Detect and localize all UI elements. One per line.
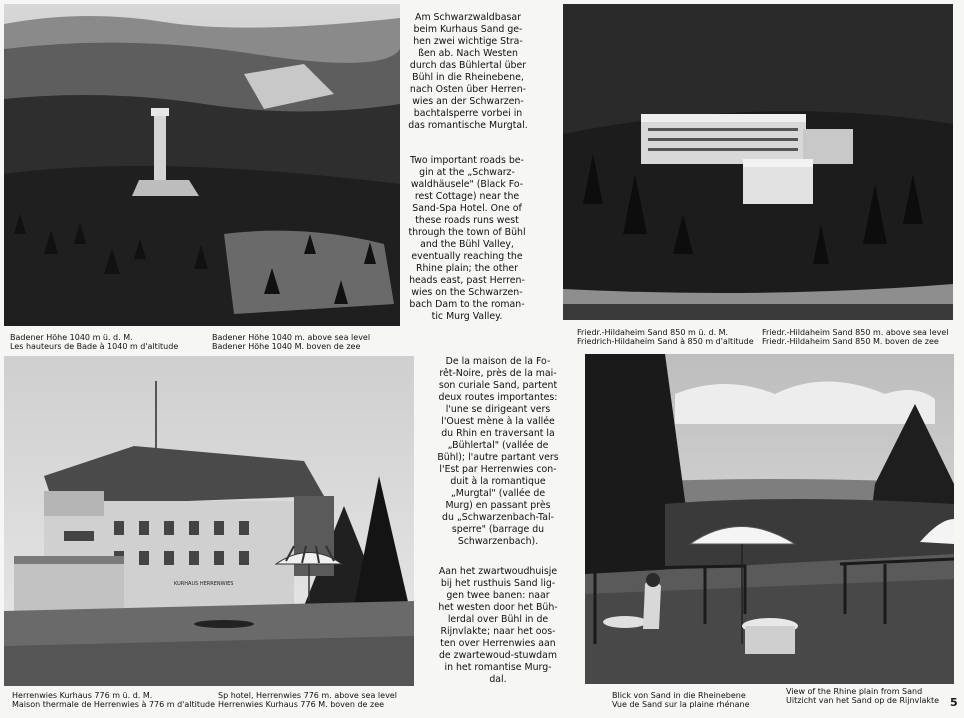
caption-herrenwies-de-fr: Herrenwies Kurhaus 776 m ü. d. M. Maison thermale de Herrenwies à 776 m d'altitude [12,691,216,709]
caption-badener-hoehe-en-nl: Badener Höhe 1040 m. above sea level Badener Höhe 1040 M. boven de zee [212,333,371,351]
page-number: 5 [950,696,958,709]
caption-hildaheim-en-nl: Friedr.-Hildaheim Sand 850 m. above sea level Friedr.-Hildaheim Sand 850 M. boven de zee [762,328,949,346]
photo-badener-hoehe [4,4,400,326]
caption-badener-hoehe-de-fr: Badener Höhe 1040 m ü. d. M. Les hauteurs de Bade à 1040 m d'altitude [10,333,179,351]
caption-rhine-plain-de-fr: Blick von Sand in die Rheinebene Vue de Sand sur la plaine rhénane [612,691,750,709]
caption-herrenwies-en-nl: Sp hotel, Herrenwies 776 m. above sea level Herrenwies Kurhaus 776 M. boven de zee [218,691,397,709]
text-english: Two important roads be- gin at the „Schwarz- waldhäusele" (Black Fo- rest Cottage) near the Sand-Spa Hotel. One of these roads runs west through the town of Bühl and the Bühl Valley, eventually reaching the Rhine plain; the other heads east, past Herren- wies on the Schwarzen- bach Dam to the roman- tic Murg Valley. [408,155,526,322]
photo-kurhaus-herrenwies [4,356,414,686]
photo-rhine-plain-view [585,354,954,684]
text-french: De la maison de la Fo- rêt-Noire, près de la mai- son curiale Sand, partent deux routes importantes: l'une se dirigeant vers l'Ouest mène à la vallée du Rhin en traversant la „Bühlertal" (vallée de Bühl); l'autre partant vers l'Est par Herrenwies con- duit à la romantique „Murgtal" (vallée de Murg) en passant près du „Schwarzenbach-Tal- sperre" (barrage du Schwarzenbach). [437,356,559,547]
kurhaus-sign: KURHAUS HERRENWIES [174,581,234,587]
caption-hildaheim-de-fr: Friedr.-Hildaheim Sand 850 m ü. d. M. Friedrich-Hildaheim Sand à 850 m d'altitude [577,328,754,346]
caption-rhine-plain-en-nl: View of the Rhine plain from Sand Uitzicht van het Sand op de Rijnvlakte [786,687,940,705]
text-german: Am Schwarzwaldbasar beim Kurhaus Sand ge- hen zwei wichtige Stra- ßen ab. Nach Westen durch das Bühlertal über Bühl in die Rheinebene, nach Osten über Herren- wies an der Schwarzen- bachtalsperre vorbei in das romantische Murgtal. [408,12,528,131]
text-dutch: Aan het zwartwoudhuisje bij het rusthuis Sand lig- gen twee banen: naar het westen door het Büh- lerdal over Bühl in de Rijnvlakte; naar het oos- ten over Herrenwies aan de zwartewoud-stuwdam in het romantise Murg- dal. [438,566,558,685]
photo-friedrich-hildaheim [563,4,953,320]
